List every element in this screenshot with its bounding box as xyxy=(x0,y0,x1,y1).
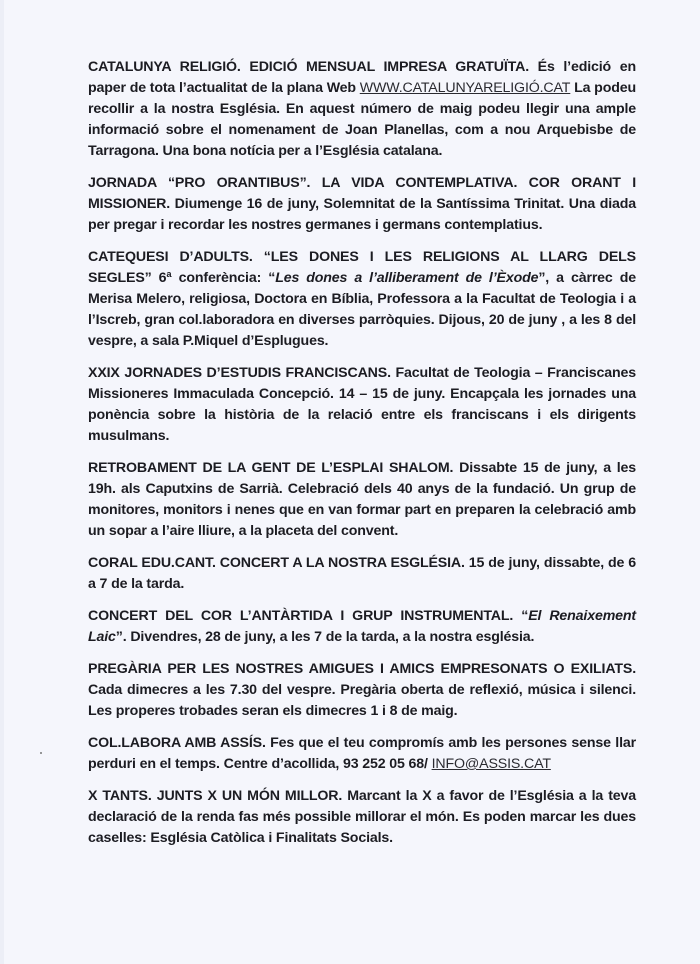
scan-edge xyxy=(0,0,4,964)
concert-title: El Renaixement Laic xyxy=(88,608,636,645)
notice-pregaria xyxy=(88,659,636,722)
notice-assis xyxy=(88,733,636,775)
notice-text: Dissabte 15 de juny, a les 19h. als Caputxins de Sarrià. Celebració dels 40 anys de la fundació. Un grup de monitores, monitors i nenes que en van formar part en preparen la celebració amb un sopar a l’aire lliure, a la placeta del convent. xyxy=(88,460,637,539)
notice-title: CORAL EDU.CANT. CONCERT A LA NOSTRA ESGLÉSIA. xyxy=(88,555,465,571)
notice-concert-antartida xyxy=(88,606,636,648)
notice-text: 15 de juny, dissabte, de 6 a 7 de la tarda. xyxy=(88,555,636,592)
notice-pro-orantibus xyxy=(88,173,636,236)
notice-title: JORNADA “PRO ORANTIBUS”. LA VIDA CONTEMPLATIVA. COR ORANT I MISSIONER. xyxy=(88,175,636,212)
notice-title: CONCERT DEL COR L’ANTÀRTIDA I GRUP INSTRUMENTAL. xyxy=(88,608,514,624)
notice-coral-educant xyxy=(88,553,636,595)
notice-title: CATEQUESI D’ADULTS. “LES DONES I LES RELIGIONS AL LLARG DELS SEGLES” xyxy=(88,249,636,286)
notice-text: La podeu recollir a la nostra Església. En aquest número de maig podeu llegir una ample informació sobre el nomenament de Joan Planellas, com a nou Arquebisbe de Tarragona. Una bona notícia per a l’Església catalana. xyxy=(88,80,636,159)
notice-text: És l’edició en paper de tota l’actualitat de la plana Web xyxy=(88,59,636,96)
scan-speck xyxy=(40,752,42,754)
lecture-title: Les dones a l’alliberament de l’Èxode xyxy=(275,270,539,286)
notice-esplai-shalom xyxy=(88,458,636,542)
notice-title: XXIX JORNADES D’ESTUDIS FRANCISCANS. xyxy=(88,365,391,381)
notice-text: ”, a càrrec de Merisa Melero, religiosa, Doctora en Bíblia, Professora a la Facultat de Teologia i a l’Iscreb, gran col.laboradora en diverses parròquies. Dijous, 20 de juny , a les 8 del vespre, a sala P.Miquel d’Esplugues. xyxy=(88,270,636,349)
notice-catalunya-religio xyxy=(88,57,636,162)
web-link[interactable]: WWW.CATALUNYARELIGIÓ.CAT xyxy=(359,80,571,96)
notice-text: “ xyxy=(513,608,529,624)
notice-x-tants xyxy=(88,786,636,849)
notice-text: Cada dimecres a les 7.30 del vespre. Pregària oberta de reflexió, música i silenci. Les properes trobades seran els dimecres 1 i 8 de maig. xyxy=(88,682,636,719)
notice-text: Fes que el teu compromís amb les persones sense llar perduri en el temps. Centre d’acollida, 93 252 05 68/ xyxy=(88,735,636,772)
notice-title: X TANTS. JUNTS X UN MÓN MILLOR. xyxy=(88,788,343,804)
email-link[interactable]: INFO@ASSIS.CAT xyxy=(431,756,551,772)
notice-text: Marcant la X a favor de l’Església a la teva declaració de la renda fas més possible millorar el món. Es poden marcar les dues caselles: Església Catòlica i Finalitats Socials. xyxy=(88,788,636,846)
notice-catequesi xyxy=(88,247,636,352)
notice-title: PREGÀRIA PER LES NOSTRES AMIGUES I AMICS EMPRESONATS O EXILIATS. xyxy=(88,661,636,677)
notice-text: Diumenge 16 de juny, Solemnitat de la Santíssima Trinitat. Una diada per pregar i recordar les nostres germanes i germans contemplatius. xyxy=(88,196,636,233)
notice-text: ”. Divendres, 28 de juny, a les 7 de la tarda, a la nostra església. xyxy=(115,629,535,645)
notice-text: 6ª conferència: “ xyxy=(151,270,276,286)
notice-title: CATALUNYA RELIGIÓ. EDICIÓ MENSUAL IMPRESA GRATUÏTA. xyxy=(88,59,530,75)
bulletin-page xyxy=(88,57,636,860)
notice-text: Facultat de Teologia – Franciscanes Missioneres Immaculada Concepció. 14 – 15 de juny. Encapçala les jornades una ponència sobre la història de la relació entre els franciscans i els dirigents musulmans. xyxy=(88,365,636,444)
notice-jornades-franciscans xyxy=(88,363,636,447)
notice-title: COL.LABORA AMB ASSÍS. xyxy=(88,735,266,751)
notice-title: RETROBAMENT DE LA GENT DE L’ESPLAI SHALOM. xyxy=(88,460,454,476)
